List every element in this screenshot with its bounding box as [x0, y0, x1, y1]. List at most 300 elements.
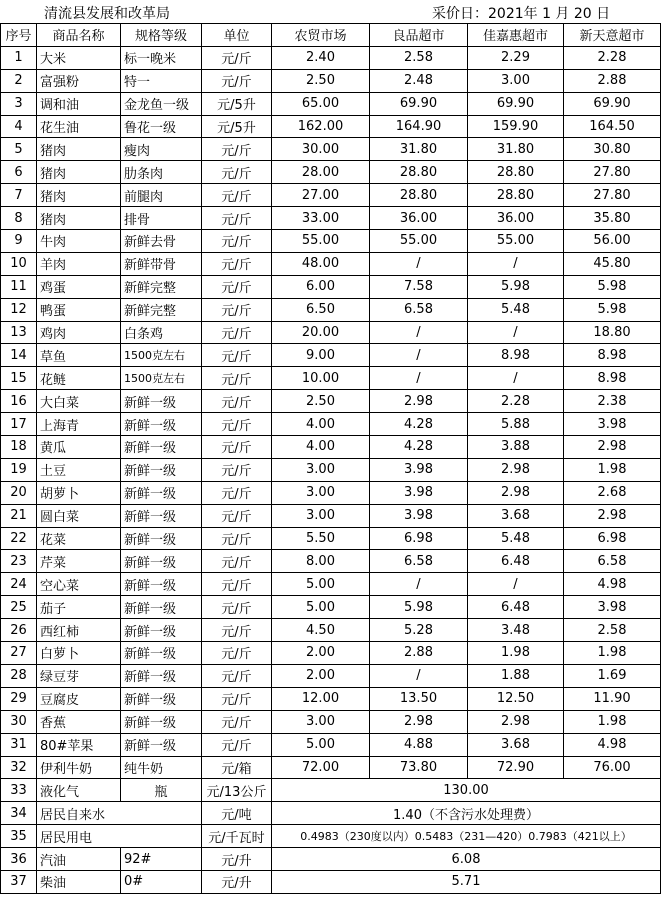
- row-number: 9: [1, 230, 37, 253]
- table-row: [1, 184, 661, 207]
- item-name: 花菜: [37, 527, 121, 550]
- price-liangpin: 6.58: [370, 298, 468, 321]
- item-name: 居民自来水: [37, 802, 202, 825]
- item-unit: 元/斤: [202, 710, 272, 733]
- table-row: [1, 115, 661, 138]
- item-unit: 元/千瓦时: [202, 825, 272, 848]
- price-xintianyi: 2.88: [564, 69, 661, 92]
- item-spec: 标一晚米: [121, 46, 202, 69]
- table-row: [1, 275, 661, 298]
- price-farmers-market: 33.00: [272, 207, 370, 230]
- item-unit: 元/斤: [202, 504, 272, 527]
- item-spec: 特一: [121, 69, 202, 92]
- price-farmers-market: 4.00: [272, 413, 370, 436]
- item-spec: 0#: [121, 870, 202, 893]
- item-spec: 新鲜一级: [121, 710, 202, 733]
- header-cell: 良品超市: [370, 24, 468, 47]
- row-number: 2: [1, 69, 37, 92]
- price-liangpin: 55.00: [370, 230, 468, 253]
- item-unit: 元/斤: [202, 573, 272, 596]
- price-xintianyi: 6.98: [564, 527, 661, 550]
- price-xintianyi: 30.80: [564, 138, 661, 161]
- price-jiajiahui: 36.00: [468, 207, 564, 230]
- item-unit: 元/斤: [202, 275, 272, 298]
- price-liangpin: 4.28: [370, 413, 468, 436]
- item-name: 柴油: [37, 870, 121, 893]
- price-liangpin: 3.98: [370, 458, 468, 481]
- table-row: [1, 481, 661, 504]
- header-row: [1, 24, 661, 47]
- price-liangpin: 164.90: [370, 115, 468, 138]
- price-xintianyi: 164.50: [564, 115, 661, 138]
- price-farmers-market: 6.50: [272, 298, 370, 321]
- table-row: [1, 92, 661, 115]
- item-spec: 瓶: [121, 779, 202, 802]
- price-farmers-market: 3.00: [272, 481, 370, 504]
- item-spec: 新鲜一级: [121, 596, 202, 619]
- price-xintianyi: 5.98: [564, 275, 661, 298]
- item-unit: 元/斤: [202, 664, 272, 687]
- price-xintianyi: 2.28: [564, 46, 661, 69]
- merged-price: 0.4983（230度以内）0.5483（231—420）0.7983（421以上）: [272, 825, 661, 848]
- item-unit: 元/斤: [202, 367, 272, 390]
- price-jiajiahui: 2.29: [468, 46, 564, 69]
- item-spec: 92#: [121, 848, 202, 871]
- item-spec: 新鲜一级: [121, 573, 202, 596]
- item-name: 鸡蛋: [37, 275, 121, 298]
- header-cell: 规格等级: [121, 24, 202, 47]
- item-name: 居民用电: [37, 825, 202, 848]
- row-number: 5: [1, 138, 37, 161]
- table-row: [1, 344, 661, 367]
- item-name: 豆腐皮: [37, 687, 121, 710]
- price-liangpin: 73.80: [370, 756, 468, 779]
- price-xintianyi: 1.98: [564, 710, 661, 733]
- row-number: 16: [1, 390, 37, 413]
- item-unit: 元/斤: [202, 550, 272, 573]
- row-number: 14: [1, 344, 37, 367]
- price-jiajiahui: 5.48: [468, 527, 564, 550]
- item-name: 空心菜: [37, 573, 121, 596]
- table-row: [1, 321, 661, 344]
- item-spec: 1500克左右: [121, 344, 202, 367]
- price-xintianyi: 2.98: [564, 436, 661, 459]
- item-unit: 元/斤: [202, 252, 272, 275]
- item-name: 茄子: [37, 596, 121, 619]
- price-date: 采价日：2021年 1 月 20 日: [432, 6, 611, 22]
- price-liangpin: 2.98: [370, 390, 468, 413]
- price-jiajiahui: 5.48: [468, 298, 564, 321]
- row-number: 22: [1, 527, 37, 550]
- price-jiajiahui: 3.68: [468, 504, 564, 527]
- price-liangpin: 6.98: [370, 527, 468, 550]
- price-farmers-market: 5.00: [272, 596, 370, 619]
- price-liangpin: 5.28: [370, 619, 468, 642]
- price-farmers-market: 30.00: [272, 138, 370, 161]
- item-spec: 新鲜一级: [121, 619, 202, 642]
- item-name: 猪肉: [37, 207, 121, 230]
- item-spec: 新鲜一级: [121, 458, 202, 481]
- table-row: [1, 458, 661, 481]
- row-number: 36: [1, 848, 37, 871]
- price-farmers-market: 65.00: [272, 92, 370, 115]
- item-spec: 排骨: [121, 207, 202, 230]
- price-jiajiahui: 5.88: [468, 413, 564, 436]
- price-liangpin: 4.88: [370, 733, 468, 756]
- table-row: [1, 550, 661, 573]
- price-jiajiahui: 3.48: [468, 619, 564, 642]
- table-row: [1, 825, 661, 848]
- price-farmers-market: 2.40: [272, 46, 370, 69]
- price-liangpin: 4.28: [370, 436, 468, 459]
- price-liangpin: 3.98: [370, 504, 468, 527]
- price-xintianyi: 3.98: [564, 413, 661, 436]
- price-jiajiahui: /: [468, 252, 564, 275]
- table-row: [1, 413, 661, 436]
- price-xintianyi: 4.98: [564, 733, 661, 756]
- table-row: [1, 161, 661, 184]
- row-number: 21: [1, 504, 37, 527]
- row-number: 25: [1, 596, 37, 619]
- price-xintianyi: 45.80: [564, 252, 661, 275]
- price-farmers-market: 2.50: [272, 390, 370, 413]
- item-name: 鸭蛋: [37, 298, 121, 321]
- price-xintianyi: 1.69: [564, 664, 661, 687]
- price-liangpin: /: [370, 573, 468, 596]
- item-spec: 金龙鱼一级: [121, 92, 202, 115]
- price-xintianyi: 5.98: [564, 298, 661, 321]
- item-unit: 元/斤: [202, 527, 272, 550]
- item-spec: 纯牛奶: [121, 756, 202, 779]
- price-xintianyi: 11.90: [564, 687, 661, 710]
- item-name: 花鲢: [37, 367, 121, 390]
- price-xintianyi: 76.00: [564, 756, 661, 779]
- table-row: [1, 252, 661, 275]
- price-farmers-market: 6.00: [272, 275, 370, 298]
- table-row: [1, 46, 661, 69]
- item-unit: 元/斤: [202, 184, 272, 207]
- price-farmers-market: 20.00: [272, 321, 370, 344]
- row-number: 31: [1, 733, 37, 756]
- price-liangpin: 31.80: [370, 138, 468, 161]
- item-name: 大白菜: [37, 390, 121, 413]
- row-number: 23: [1, 550, 37, 573]
- row-number: 7: [1, 184, 37, 207]
- row-number: 17: [1, 413, 37, 436]
- item-name: 绿豆芽: [37, 664, 121, 687]
- row-number: 12: [1, 298, 37, 321]
- price-jiajiahui: 3.88: [468, 436, 564, 459]
- price-xintianyi: 1.98: [564, 642, 661, 665]
- row-number: 33: [1, 779, 37, 802]
- row-number: 26: [1, 619, 37, 642]
- row-number: 29: [1, 687, 37, 710]
- item-unit: 元/斤: [202, 230, 272, 253]
- price-jiajiahui: 159.90: [468, 115, 564, 138]
- item-spec: 新鲜去骨: [121, 230, 202, 253]
- price-jiajiahui: 2.98: [468, 710, 564, 733]
- item-spec: 新鲜一级: [121, 527, 202, 550]
- item-name: 大米: [37, 46, 121, 69]
- item-name: 花生油: [37, 115, 121, 138]
- price-liangpin: 2.58: [370, 46, 468, 69]
- row-number: 35: [1, 825, 37, 848]
- price-jiajiahui: 12.50: [468, 687, 564, 710]
- row-number: 27: [1, 642, 37, 665]
- price-jiajiahui: 8.98: [468, 344, 564, 367]
- item-name: 土豆: [37, 458, 121, 481]
- price-farmers-market: 5.50: [272, 527, 370, 550]
- price-xintianyi: 6.58: [564, 550, 661, 573]
- organization-name: 清流县发展和改革局: [44, 6, 170, 22]
- price-farmers-market: 4.00: [272, 436, 370, 459]
- price-xintianyi: 27.80: [564, 161, 661, 184]
- table-row: [1, 207, 661, 230]
- price-farmers-market: 9.00: [272, 344, 370, 367]
- price-liangpin: /: [370, 252, 468, 275]
- price-xintianyi: 2.98: [564, 504, 661, 527]
- document-header: [0, 0, 661, 24]
- price-liangpin: 36.00: [370, 207, 468, 230]
- price-jiajiahui: 31.80: [468, 138, 564, 161]
- merged-price: 1.40（不含污水处理费）: [272, 802, 661, 825]
- price-xintianyi: 8.98: [564, 344, 661, 367]
- item-spec: 新鲜一级: [121, 413, 202, 436]
- item-unit: 元/5升: [202, 115, 272, 138]
- item-spec: 新鲜完整: [121, 298, 202, 321]
- price-liangpin: 2.48: [370, 69, 468, 92]
- item-unit: 元/斤: [202, 458, 272, 481]
- price-jiajiahui: 6.48: [468, 596, 564, 619]
- price-jiajiahui: 5.98: [468, 275, 564, 298]
- item-spec: 新鲜一级: [121, 390, 202, 413]
- item-spec: 新鲜一级: [121, 664, 202, 687]
- price-liangpin: 6.58: [370, 550, 468, 573]
- table-row: [1, 733, 661, 756]
- item-name: 黄瓜: [37, 436, 121, 459]
- row-number: 28: [1, 664, 37, 687]
- price-jiajiahui: 6.48: [468, 550, 564, 573]
- item-name: 上海青: [37, 413, 121, 436]
- item-unit: 元/斤: [202, 390, 272, 413]
- table-row: [1, 779, 661, 802]
- merged-price: 5.71: [272, 870, 661, 893]
- row-number: 34: [1, 802, 37, 825]
- row-number: 19: [1, 458, 37, 481]
- item-unit: 元/斤: [202, 344, 272, 367]
- header-cell: 商品名称: [37, 24, 121, 47]
- price-farmers-market: 3.00: [272, 710, 370, 733]
- row-number: 10: [1, 252, 37, 275]
- price-xintianyi: 56.00: [564, 230, 661, 253]
- item-spec: 新鲜一级: [121, 687, 202, 710]
- price-farmers-market: 5.00: [272, 733, 370, 756]
- row-number: 4: [1, 115, 37, 138]
- item-name: 猪肉: [37, 161, 121, 184]
- price-liangpin: 7.58: [370, 275, 468, 298]
- price-table: [0, 23, 661, 894]
- item-name: 猪肉: [37, 184, 121, 207]
- item-name: 白萝卜: [37, 642, 121, 665]
- price-liangpin: 3.98: [370, 481, 468, 504]
- item-unit: 元/升: [202, 848, 272, 871]
- table-row: [1, 527, 661, 550]
- row-number: 32: [1, 756, 37, 779]
- price-jiajiahui: 69.90: [468, 92, 564, 115]
- item-spec: 新鲜一级: [121, 733, 202, 756]
- item-name: 伊利牛奶: [37, 756, 121, 779]
- table-row: [1, 710, 661, 733]
- table-row: [1, 642, 661, 665]
- item-unit: 元/斤: [202, 596, 272, 619]
- item-unit: 元/斤: [202, 687, 272, 710]
- price-liangpin: /: [370, 344, 468, 367]
- row-number: 8: [1, 207, 37, 230]
- price-xintianyi: 69.90: [564, 92, 661, 115]
- header-cell: 农贸市场: [272, 24, 370, 47]
- price-jiajiahui: /: [468, 321, 564, 344]
- price-liangpin: 5.98: [370, 596, 468, 619]
- item-unit: 元/斤: [202, 207, 272, 230]
- item-spec: 新鲜带骨: [121, 252, 202, 275]
- table-row: [1, 504, 661, 527]
- item-spec: 鲁花一级: [121, 115, 202, 138]
- item-spec: 肋条肉: [121, 161, 202, 184]
- price-farmers-market: 72.00: [272, 756, 370, 779]
- price-jiajiahui: 72.90: [468, 756, 564, 779]
- table-row: [1, 69, 661, 92]
- item-name: 胡萝卜: [37, 481, 121, 504]
- price-farmers-market: 4.50: [272, 619, 370, 642]
- row-number: 13: [1, 321, 37, 344]
- item-unit: 元/斤: [202, 298, 272, 321]
- table-row: [1, 390, 661, 413]
- item-name: 草鱼: [37, 344, 121, 367]
- item-unit: 元/斤: [202, 413, 272, 436]
- price-jiajiahui: 28.80: [468, 161, 564, 184]
- merged-price: 6.08: [272, 848, 661, 871]
- price-xintianyi: 1.98: [564, 458, 661, 481]
- price-farmers-market: 27.00: [272, 184, 370, 207]
- price-xintianyi: 18.80: [564, 321, 661, 344]
- price-xintianyi: 35.80: [564, 207, 661, 230]
- price-farmers-market: 162.00: [272, 115, 370, 138]
- price-liangpin: 13.50: [370, 687, 468, 710]
- merged-price: 130.00: [272, 779, 661, 802]
- price-jiajiahui: 3.00: [468, 69, 564, 92]
- price-xintianyi: 3.98: [564, 596, 661, 619]
- price-liangpin: /: [370, 664, 468, 687]
- item-unit: 元/斤: [202, 642, 272, 665]
- item-unit: 元/斤: [202, 161, 272, 184]
- price-farmers-market: 55.00: [272, 230, 370, 253]
- item-spec: 新鲜一级: [121, 550, 202, 573]
- item-name: 芹菜: [37, 550, 121, 573]
- price-farmers-market: 3.00: [272, 458, 370, 481]
- header-cell: 单位: [202, 24, 272, 47]
- price-jiajiahui: 2.98: [468, 481, 564, 504]
- item-name: 80#苹果: [37, 733, 121, 756]
- table-row: [1, 664, 661, 687]
- item-unit: 元/斤: [202, 69, 272, 92]
- table-row: [1, 870, 661, 893]
- table-row: [1, 756, 661, 779]
- header-cell: 佳嘉惠超市: [468, 24, 564, 47]
- item-unit: 元/斤: [202, 436, 272, 459]
- item-name: 羊肉: [37, 252, 121, 275]
- item-name: 猪肉: [37, 138, 121, 161]
- item-name: 调和油: [37, 92, 121, 115]
- item-spec: 新鲜一级: [121, 481, 202, 504]
- price-jiajiahui: /: [468, 573, 564, 596]
- price-farmers-market: 48.00: [272, 252, 370, 275]
- price-liangpin: 2.88: [370, 642, 468, 665]
- item-unit: 元/斤: [202, 733, 272, 756]
- row-number: 6: [1, 161, 37, 184]
- price-farmers-market: 5.00: [272, 573, 370, 596]
- price-xintianyi: 27.80: [564, 184, 661, 207]
- item-name: 圆白菜: [37, 504, 121, 527]
- price-jiajiahui: 1.88: [468, 664, 564, 687]
- price-farmers-market: 2.50: [272, 69, 370, 92]
- price-farmers-market: 10.00: [272, 367, 370, 390]
- item-unit: 元/斤: [202, 619, 272, 642]
- item-unit: 元/箱: [202, 756, 272, 779]
- item-spec: 白条鸡: [121, 321, 202, 344]
- table-row: [1, 367, 661, 390]
- price-jiajiahui: 55.00: [468, 230, 564, 253]
- item-name: 西红柿: [37, 619, 121, 642]
- table-row: [1, 138, 661, 161]
- row-number: 1: [1, 46, 37, 69]
- item-spec: 瘦肉: [121, 138, 202, 161]
- row-number: 3: [1, 92, 37, 115]
- price-xintianyi: 4.98: [564, 573, 661, 596]
- table-row: [1, 298, 661, 321]
- item-unit: 元/斤: [202, 481, 272, 504]
- price-jiajiahui: 2.28: [468, 390, 564, 413]
- price-farmers-market: 28.00: [272, 161, 370, 184]
- table-row: [1, 230, 661, 253]
- price-liangpin: /: [370, 367, 468, 390]
- price-xintianyi: 2.38: [564, 390, 661, 413]
- item-name: 牛肉: [37, 230, 121, 253]
- row-number: 11: [1, 275, 37, 298]
- item-spec: 1500克左右: [121, 367, 202, 390]
- item-unit: 元/13公斤: [202, 779, 272, 802]
- table-row: [1, 848, 661, 871]
- price-xintianyi: 2.58: [564, 619, 661, 642]
- price-liangpin: 28.80: [370, 184, 468, 207]
- item-unit: 元/斤: [202, 46, 272, 69]
- price-liangpin: /: [370, 321, 468, 344]
- row-number: 20: [1, 481, 37, 504]
- item-spec: 新鲜一级: [121, 642, 202, 665]
- price-jiajiahui: 1.98: [468, 642, 564, 665]
- item-name: 香蕉: [37, 710, 121, 733]
- row-number: 18: [1, 436, 37, 459]
- table-row: [1, 436, 661, 459]
- price-liangpin: 69.90: [370, 92, 468, 115]
- price-liangpin: 28.80: [370, 161, 468, 184]
- item-name: 鸡肉: [37, 321, 121, 344]
- row-number: 24: [1, 573, 37, 596]
- price-liangpin: 2.98: [370, 710, 468, 733]
- table-row: [1, 687, 661, 710]
- price-jiajiahui: 3.68: [468, 733, 564, 756]
- item-spec: 新鲜一级: [121, 436, 202, 459]
- item-unit: 元/5升: [202, 92, 272, 115]
